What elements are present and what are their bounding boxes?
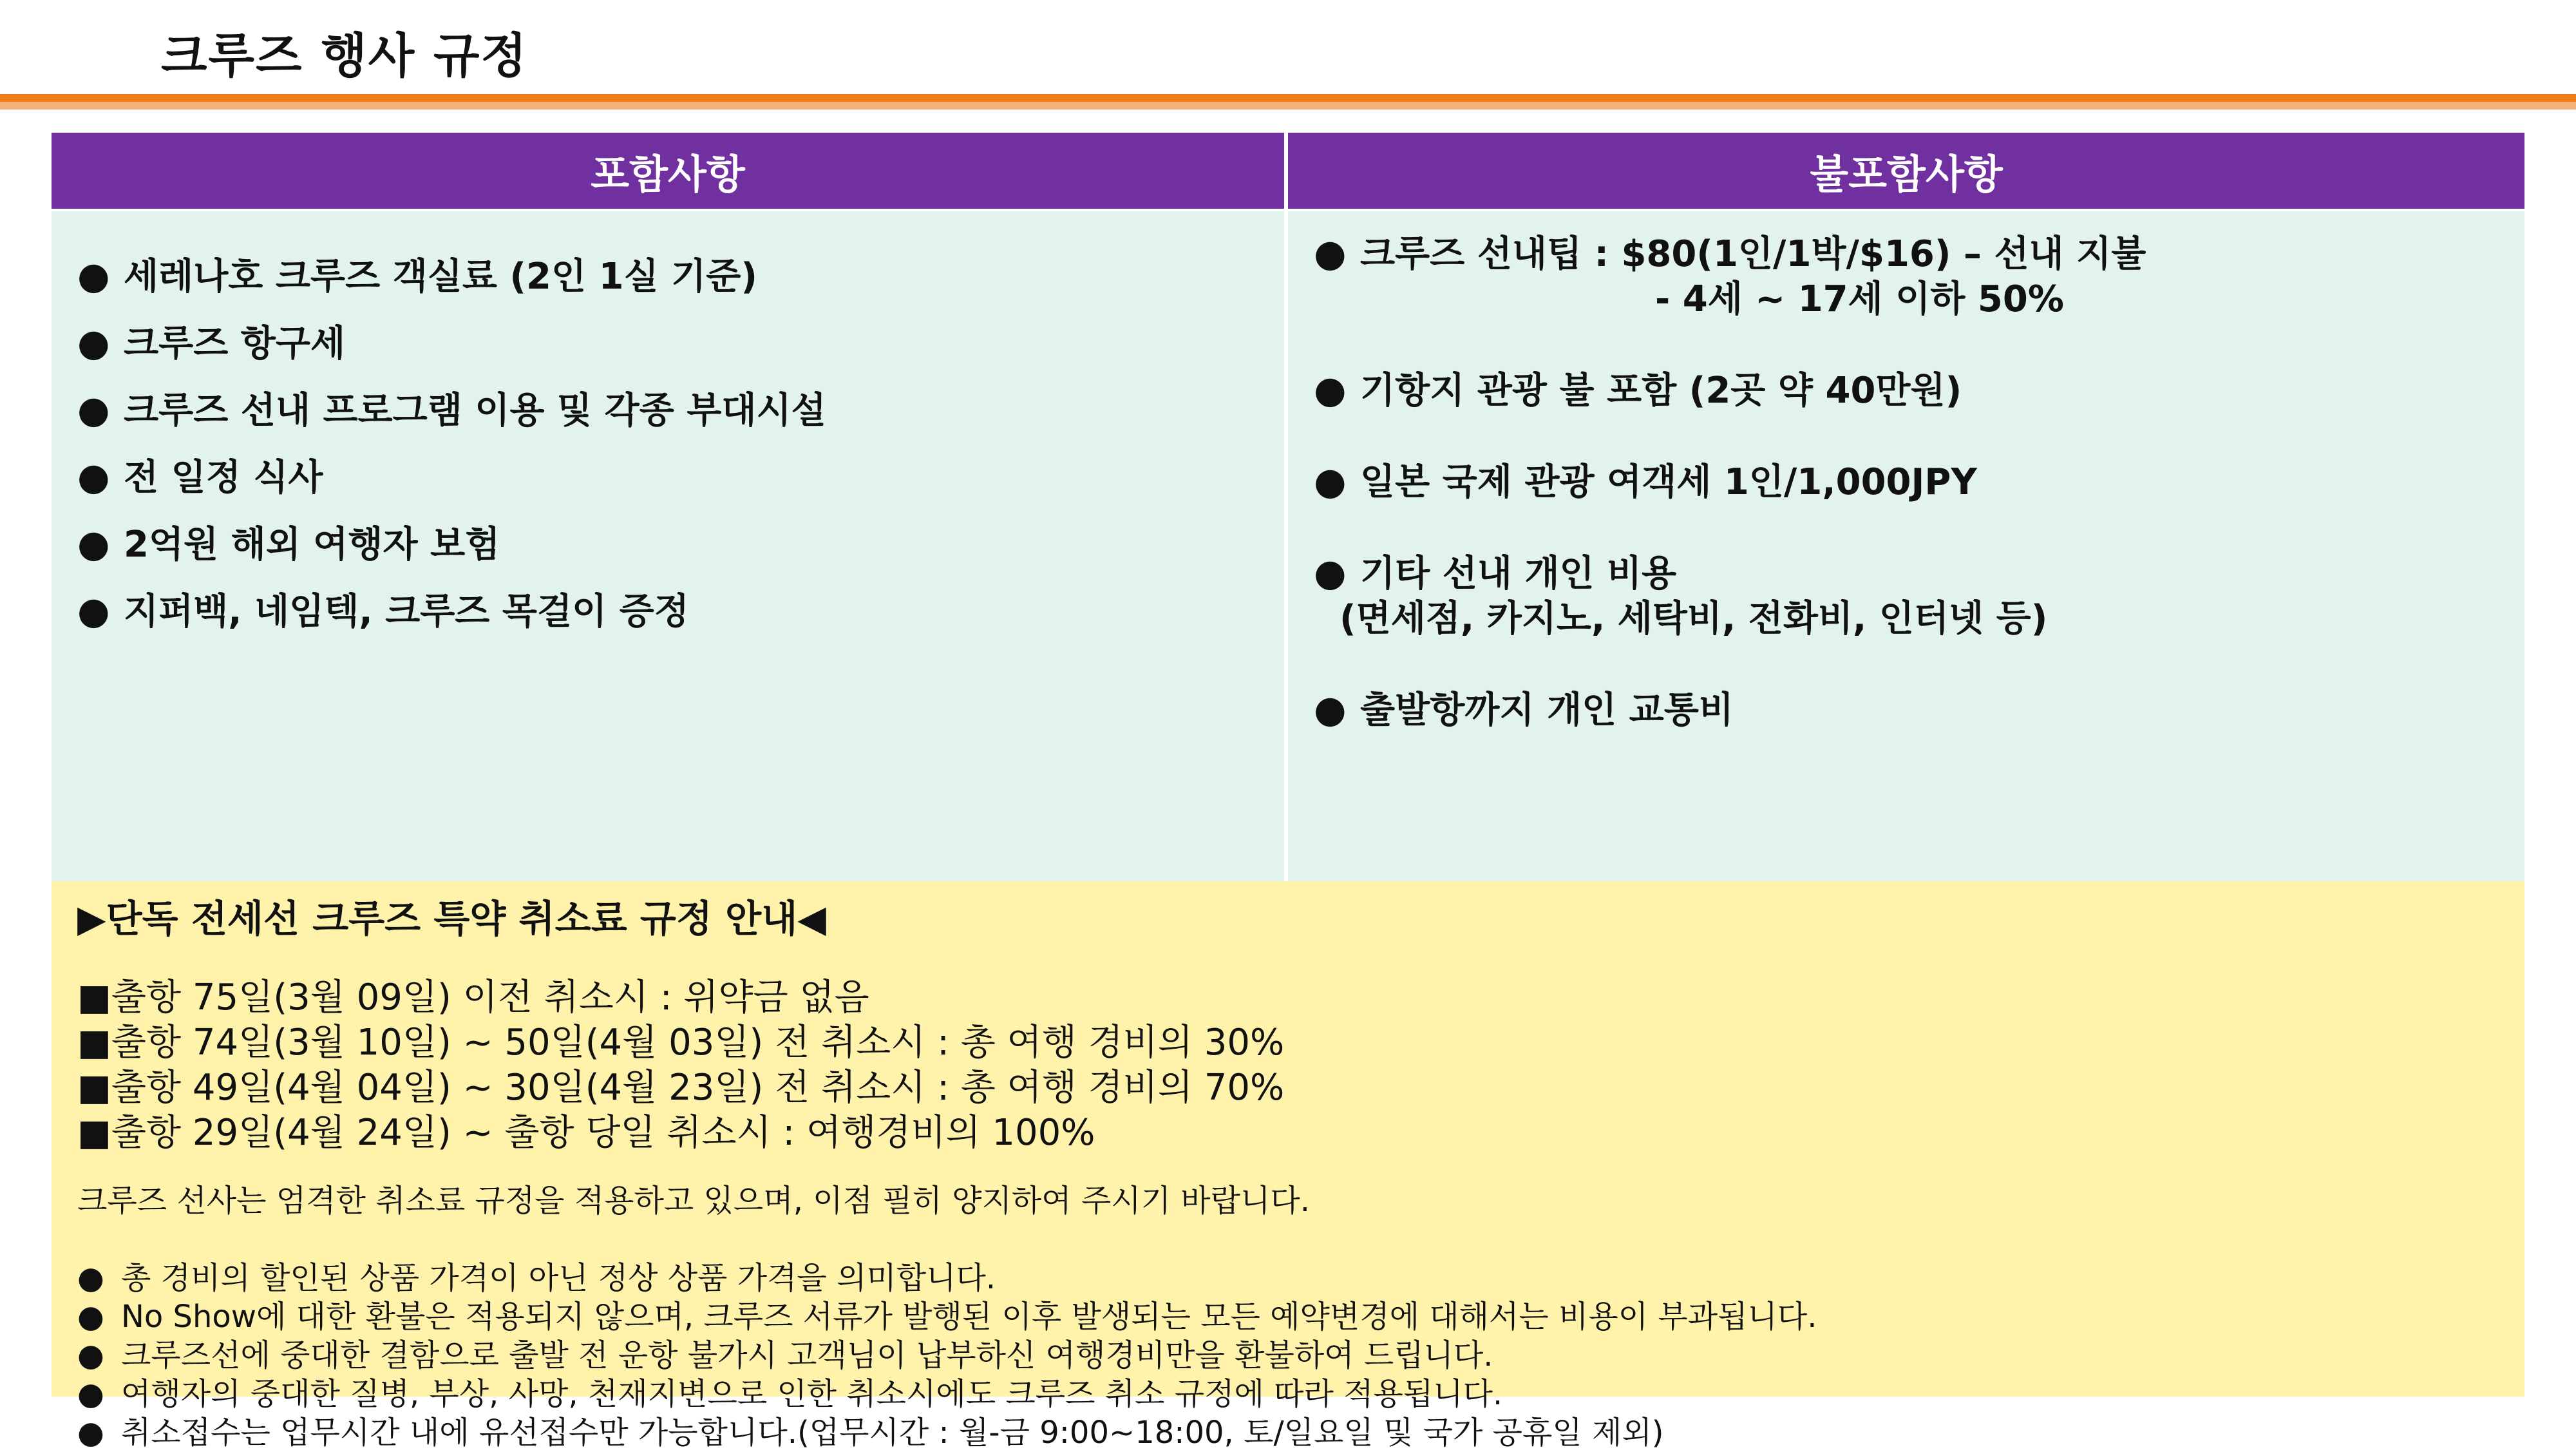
cancellation-rule: ■출항 49일(4월 04일) ~ 30일(4월 23일) 전 취소시 : 총 여행 경비의 70% <box>77 1067 1285 1109</box>
excluded-item-tax <box>1314 459 2524 505</box>
cancellation-rule: ■출항 74일(3월 10일) ~ 50일(4월 03일) 전 취소시 : 총 여행 경비의 30% <box>77 1022 1285 1064</box>
notice-item <box>77 1375 2524 1413</box>
bullet-icon: ● <box>77 388 110 432</box>
included-header: 포함사항 <box>52 133 1284 209</box>
excluded-item-tip <box>1314 231 2524 277</box>
notice-item <box>77 1259 2524 1297</box>
excluded-item-text: 기타 선내 개인 비용 <box>1360 553 1677 595</box>
bullet-icon: ● <box>1314 459 1347 503</box>
cancellation-section <box>52 881 2524 1451</box>
page-title: 크루즈 행사 규정 <box>161 28 528 84</box>
included-item-text: 2억원 해외 여행자 보험 <box>124 524 500 566</box>
bullet-icon: ● <box>1314 231 1347 275</box>
bullet-icon: ● <box>77 254 110 298</box>
cancellation-rule: ■출항 29일(4월 24일) ~ 출항 당일 취소시 : 여행경비의 100% <box>77 1112 1095 1154</box>
bullet-icon: ● <box>77 1299 104 1335</box>
included-item <box>77 510 1284 577</box>
included-item <box>77 242 1284 309</box>
cancellation-title: ▶단독 전세선 크루즈 특약 취소료 규정 안내◀ <box>77 897 826 941</box>
bullet-icon: ● <box>77 1337 104 1373</box>
notice-item <box>77 1413 2524 1452</box>
included-item-text: 크루즈 선내 프로그램 이용 및 각종 부대시설 <box>124 390 826 432</box>
excluded-item-transport <box>1314 687 2524 733</box>
notice-text: 총 경비의 할인된 상품 가격이 아닌 정상 상품 가격을 의미합니다. <box>121 1260 996 1296</box>
included-item <box>77 443 1284 510</box>
notice-item <box>77 1336 2524 1375</box>
excluded-item-tip-note: - 4세 ~ 17세 이하 50% <box>1655 278 2064 320</box>
bullet-icon: ● <box>1314 551 1347 595</box>
included-item <box>77 309 1284 376</box>
notice-text: 크루즈선에 중대한 결함으로 출발 전 운항 불가시 고객님이 납부하신 여행경비만을 환불하여 드립니다. <box>121 1337 1493 1373</box>
included-list <box>52 211 1284 881</box>
included-item-text: 크루즈 항구세 <box>124 323 346 365</box>
cancellation-rule: ■출항 75일(3월 09일) 이전 취소시 : 위약금 없음 <box>77 977 869 1018</box>
bullet-icon: ● <box>77 589 110 633</box>
bullet-icon: ● <box>77 321 110 365</box>
bullet-icon: ● <box>77 455 110 499</box>
bullet-icon: ● <box>77 1260 104 1296</box>
included-item-text: 전 일정 식사 <box>124 457 323 499</box>
excluded-item-text: 일본 국제 관광 여객세 1인/1,000JPY <box>1360 461 1977 503</box>
excluded-item-text: 출발항까지 개인 교통비 <box>1360 689 1734 731</box>
excluded-item-personal-note: (면세점, 카지노, 세탁비, 전화비, 인터넷 등) <box>1340 598 2048 640</box>
rules-panel <box>52 133 2524 1451</box>
included-item-text: 세레나호 크루즈 객실료 (2인 1실 기준) <box>124 256 757 298</box>
notice-text: 취소접수는 업무시간 내에 유선접수만 가능합니다.(업무시간 : 월-금 9:00~18:00, 토/일요일 및 국가 공휴일 제외) <box>121 1415 1664 1451</box>
included-item <box>77 376 1284 443</box>
notice-text: 여행자의 중대한 질병, 부상, 사망, 천재지변으로 인한 취소시에도 크루즈 취소 규정에 따라 적용됩니다. <box>121 1376 1503 1412</box>
cancellation-note: 크루즈 선사는 엄격한 취소료 규정을 적용하고 있으며, 이점 필히 양지하여 주시기 바랍니다. <box>77 1183 1310 1219</box>
excluded-list <box>1288 211 2524 881</box>
excluded-item-text: 기항지 관광 불 포함 (2곳 약 40만원) <box>1360 370 1962 412</box>
title-divider <box>0 94 2576 110</box>
bullet-icon: ● <box>77 1376 104 1412</box>
included-item-text: 지퍼백, 네임텍, 크루즈 목걸이 증정 <box>124 591 689 633</box>
included-item <box>77 577 1284 644</box>
bullet-icon: ● <box>1314 687 1347 731</box>
notice-item <box>77 1297 2524 1336</box>
excluded-item-tour <box>1314 367 2524 414</box>
excluded-item-text: 크루즈 선내팁 : $80(1인/1박/$16) – 선내 지불 <box>1360 233 2146 275</box>
excluded-item-personal <box>1314 550 2524 597</box>
notice-text: No Show에 대한 환불은 적용되지 않으며, 크루즈 서류가 발행된 이후 발생되는 모든 예약변경에 대해서는 비용이 부과됩니다. <box>121 1299 1817 1335</box>
bullet-icon: ● <box>77 522 110 566</box>
bullet-icon: ● <box>1314 368 1347 412</box>
bullet-icon: ● <box>77 1415 104 1451</box>
excluded-header: 불포함사항 <box>1288 133 2524 209</box>
